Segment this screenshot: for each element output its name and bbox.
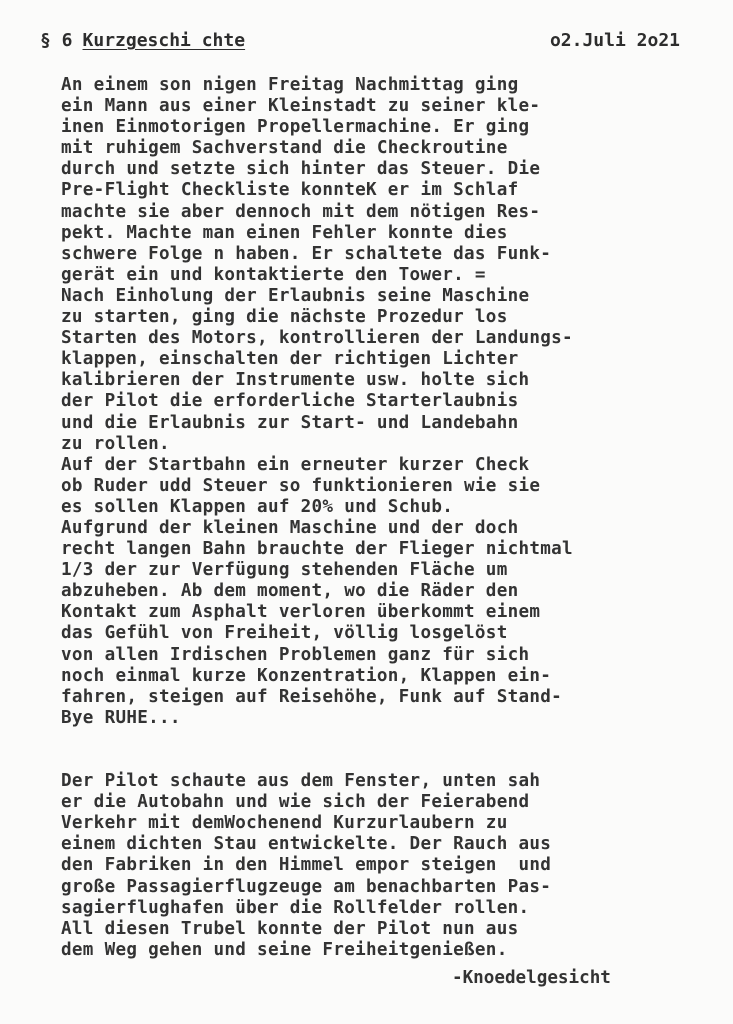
story-text [61,75,691,961]
text-line: Nach Einholung der Erlaubnis seine Maschine [61,285,530,306]
date: o2.Juli 2o21 [549,30,680,51]
paragraph-1 [61,75,691,729]
text-line: Verkehr mit demWochenend Kurzurlaubern zu [61,813,508,834]
text-line: große Passagierflugzeuge am benachbarten Pas- [61,876,552,897]
text-line: mit ruhigem Sachverstand die Checkroutine [61,138,508,159]
text-line: An einem son nigen Freitag Nachmittag ging [61,75,519,95]
text-line: den Fabriken in den Himmel empor steigen und [61,855,552,876]
text-line: schwere Folge n haben. Er schaltete das Funk- [61,243,552,264]
text-line: recht langen Bahn brauchte der Flieger nichtmal [61,539,573,560]
text-line: Aufgrund der kleinen Maschine und der doch [61,517,519,538]
text-line: ob Ruder udd Steuer so funktionieren wie sie [61,475,541,496]
text-line: Kontakt zum Asphalt verloren überkommt einem [61,602,541,623]
text-line: es sollen Klappen auf 20% und Schub. [61,496,454,517]
paragraph-2 [61,771,691,961]
text-line: durch und setzte sich hinter das Steuer. Die [61,159,541,180]
text-line: abzuheben. Ab dem moment, wo die Räder den [61,581,519,602]
text-line: gerät ein und kontaktierte den Tower. = [61,264,486,285]
text-line: All diesen Trubel konnte der Pilot nun aus [61,918,519,939]
text-line: inen Einmotorigen Propellermachine. Er ging [61,117,530,138]
signature: -Knoedelgesicht [452,968,611,988]
text-line: Starten des Motors, kontrollieren der Landungs- [61,328,573,349]
text-line: sagierflughafen über die Rollfelder rollen. [61,897,530,918]
paragraph-gap [61,750,691,771]
text-line: ein Mann aus einer Kleinstadt zu seiner kle- [61,96,541,117]
text-line: er die Autobahn und wie sich der Feierabend [61,792,530,813]
text-line: noch einmal kurze Konzentration, Klappen ein- [61,665,552,686]
text-line: klappen, einschalten der richtigen Lichter [61,349,519,370]
text-line: zu rollen. [61,433,170,454]
text-line: Der Pilot schaute aus dem Fenster, unten sah [61,771,541,792]
text-line: Auf der Startbahn ein erneuter kurzer Check [61,454,530,475]
text-line: fahren, steigen auf Reisehöhe, Funk auf Stand- [61,686,563,707]
text-line: kalibrieren der Instrumente usw. holte sich [61,370,530,391]
text-line: und die Erlaubnis zur Start- und Landebahn [61,412,519,433]
text-line: 1/3 der zur Verfügung stehenden Fläche um [61,560,508,581]
page-header [40,30,680,56]
story-title: Kurzgeschi chte [82,30,246,51]
text-line: machte sie aber dennoch mit dem nötigen Res- [61,201,541,222]
text-line: dem Weg gehen und seine Freiheitgenießen. [61,939,508,960]
text-line: zu starten, ging die nächste Prozedur los [61,307,508,328]
text-line: Bye RUHE... [61,707,181,728]
paragraph-gap [61,729,691,750]
text-line: das Gefühl von Freiheit, völlig losgelöst [61,623,508,644]
text-line: von allen Irdischen Problemen ganz für sich [61,644,530,665]
text-line: der Pilot die erforderliche Starterlaubnis [61,391,519,412]
text-line: Pre-Flight Checkliste konnteK er im Schlaf [61,180,519,201]
header-left [40,30,245,51]
text-line: einem dichten Stau entwickelte. Der Rauch aus [61,834,552,855]
text-line: pekt. Machte man einen Fehler konnte dies [61,222,508,243]
section-number: § 6 [40,30,73,51]
